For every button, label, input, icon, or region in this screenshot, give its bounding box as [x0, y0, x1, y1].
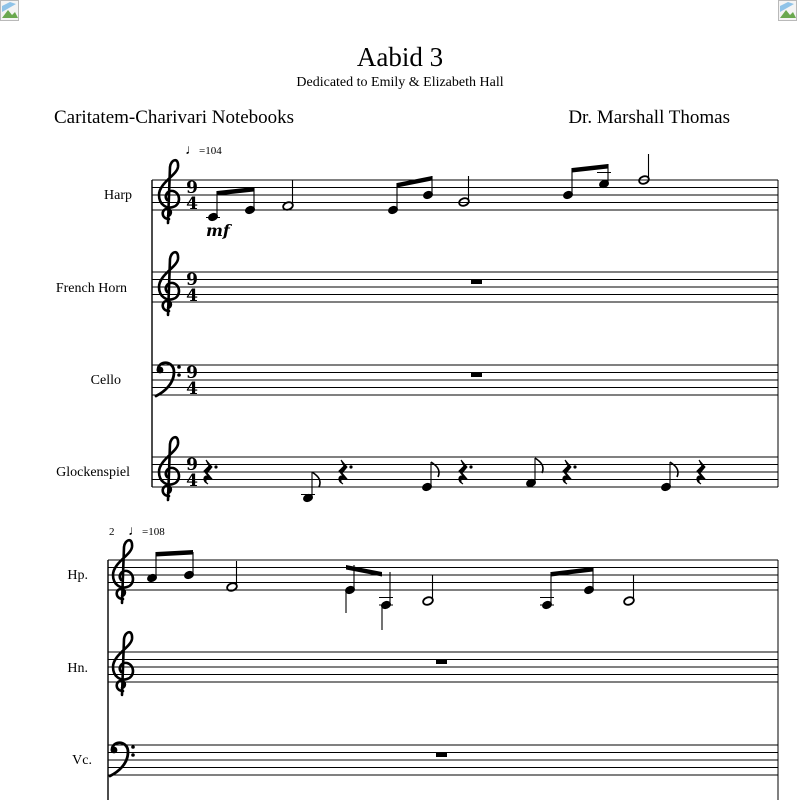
staff-glockenspiel [152, 457, 778, 487]
tempo-value-1: =104 [199, 145, 222, 157]
measure-number: 2 [109, 526, 115, 538]
whole-rest [436, 753, 447, 758]
time-sig-bottom: 4 [186, 379, 198, 399]
staff-harp-2 [108, 560, 778, 590]
instrument-name-cello-short: Vc. [72, 753, 92, 768]
staff-cello-2 [108, 745, 778, 775]
treble-clef-icon [113, 540, 133, 603]
bass-clef-icon [156, 363, 181, 396]
beam [217, 187, 254, 196]
time-sig-top: 9 [186, 178, 198, 198]
treble-clef-icon [159, 160, 179, 223]
system-1 [152, 180, 778, 487]
staff-horn-2 [108, 652, 778, 682]
time-sig-bottom: 4 [186, 194, 198, 214]
staff-french-horn [152, 272, 778, 302]
tempo-value-2: =108 [142, 526, 165, 538]
lyricist-text: Caritatem-Charivari Notebooks [54, 107, 295, 128]
instrument-name-harp-short: Hp. [67, 568, 88, 583]
instrument-name-harp: Harp [104, 188, 132, 203]
time-sig-bottom: 4 [186, 286, 198, 306]
dynamic-marking: mf [206, 221, 230, 240]
time-sig-bottom: 4 [186, 471, 198, 491]
instrument-name-french-horn: French Horn [55, 281, 127, 296]
score-title: Aabid 3 [356, 42, 444, 72]
quarter-note-icon: ♩ [128, 524, 142, 539]
whole-rest [436, 660, 447, 665]
instrument-name-cello: Cello [90, 373, 121, 388]
quarter-note-icon: ♩ [185, 143, 199, 158]
staff-cello [152, 365, 778, 395]
system-2 [108, 560, 778, 800]
time-sig-top: 9 [186, 363, 198, 383]
score-subtitle: Dedicated to Emily & Elizabeth Hall [296, 75, 504, 90]
whole-rest [471, 373, 482, 378]
time-sig-top: 9 [186, 270, 198, 290]
bass-clef-icon [110, 743, 135, 776]
instrument-name-glockenspiel: Glockenspiel [56, 465, 130, 480]
beam [572, 164, 608, 173]
time-sig-top: 9 [186, 455, 198, 475]
treble-clef-icon [159, 252, 179, 315]
whole-rest [471, 280, 482, 285]
treble-clef-icon [113, 632, 133, 695]
time-signatures [186, 178, 198, 491]
beam [397, 176, 432, 188]
treble-clef-icon [159, 437, 179, 500]
instrument-name-horn-short: Hn. [67, 661, 88, 676]
composer-text: Dr. Marshall Thomas [568, 107, 730, 128]
beam [156, 550, 193, 557]
